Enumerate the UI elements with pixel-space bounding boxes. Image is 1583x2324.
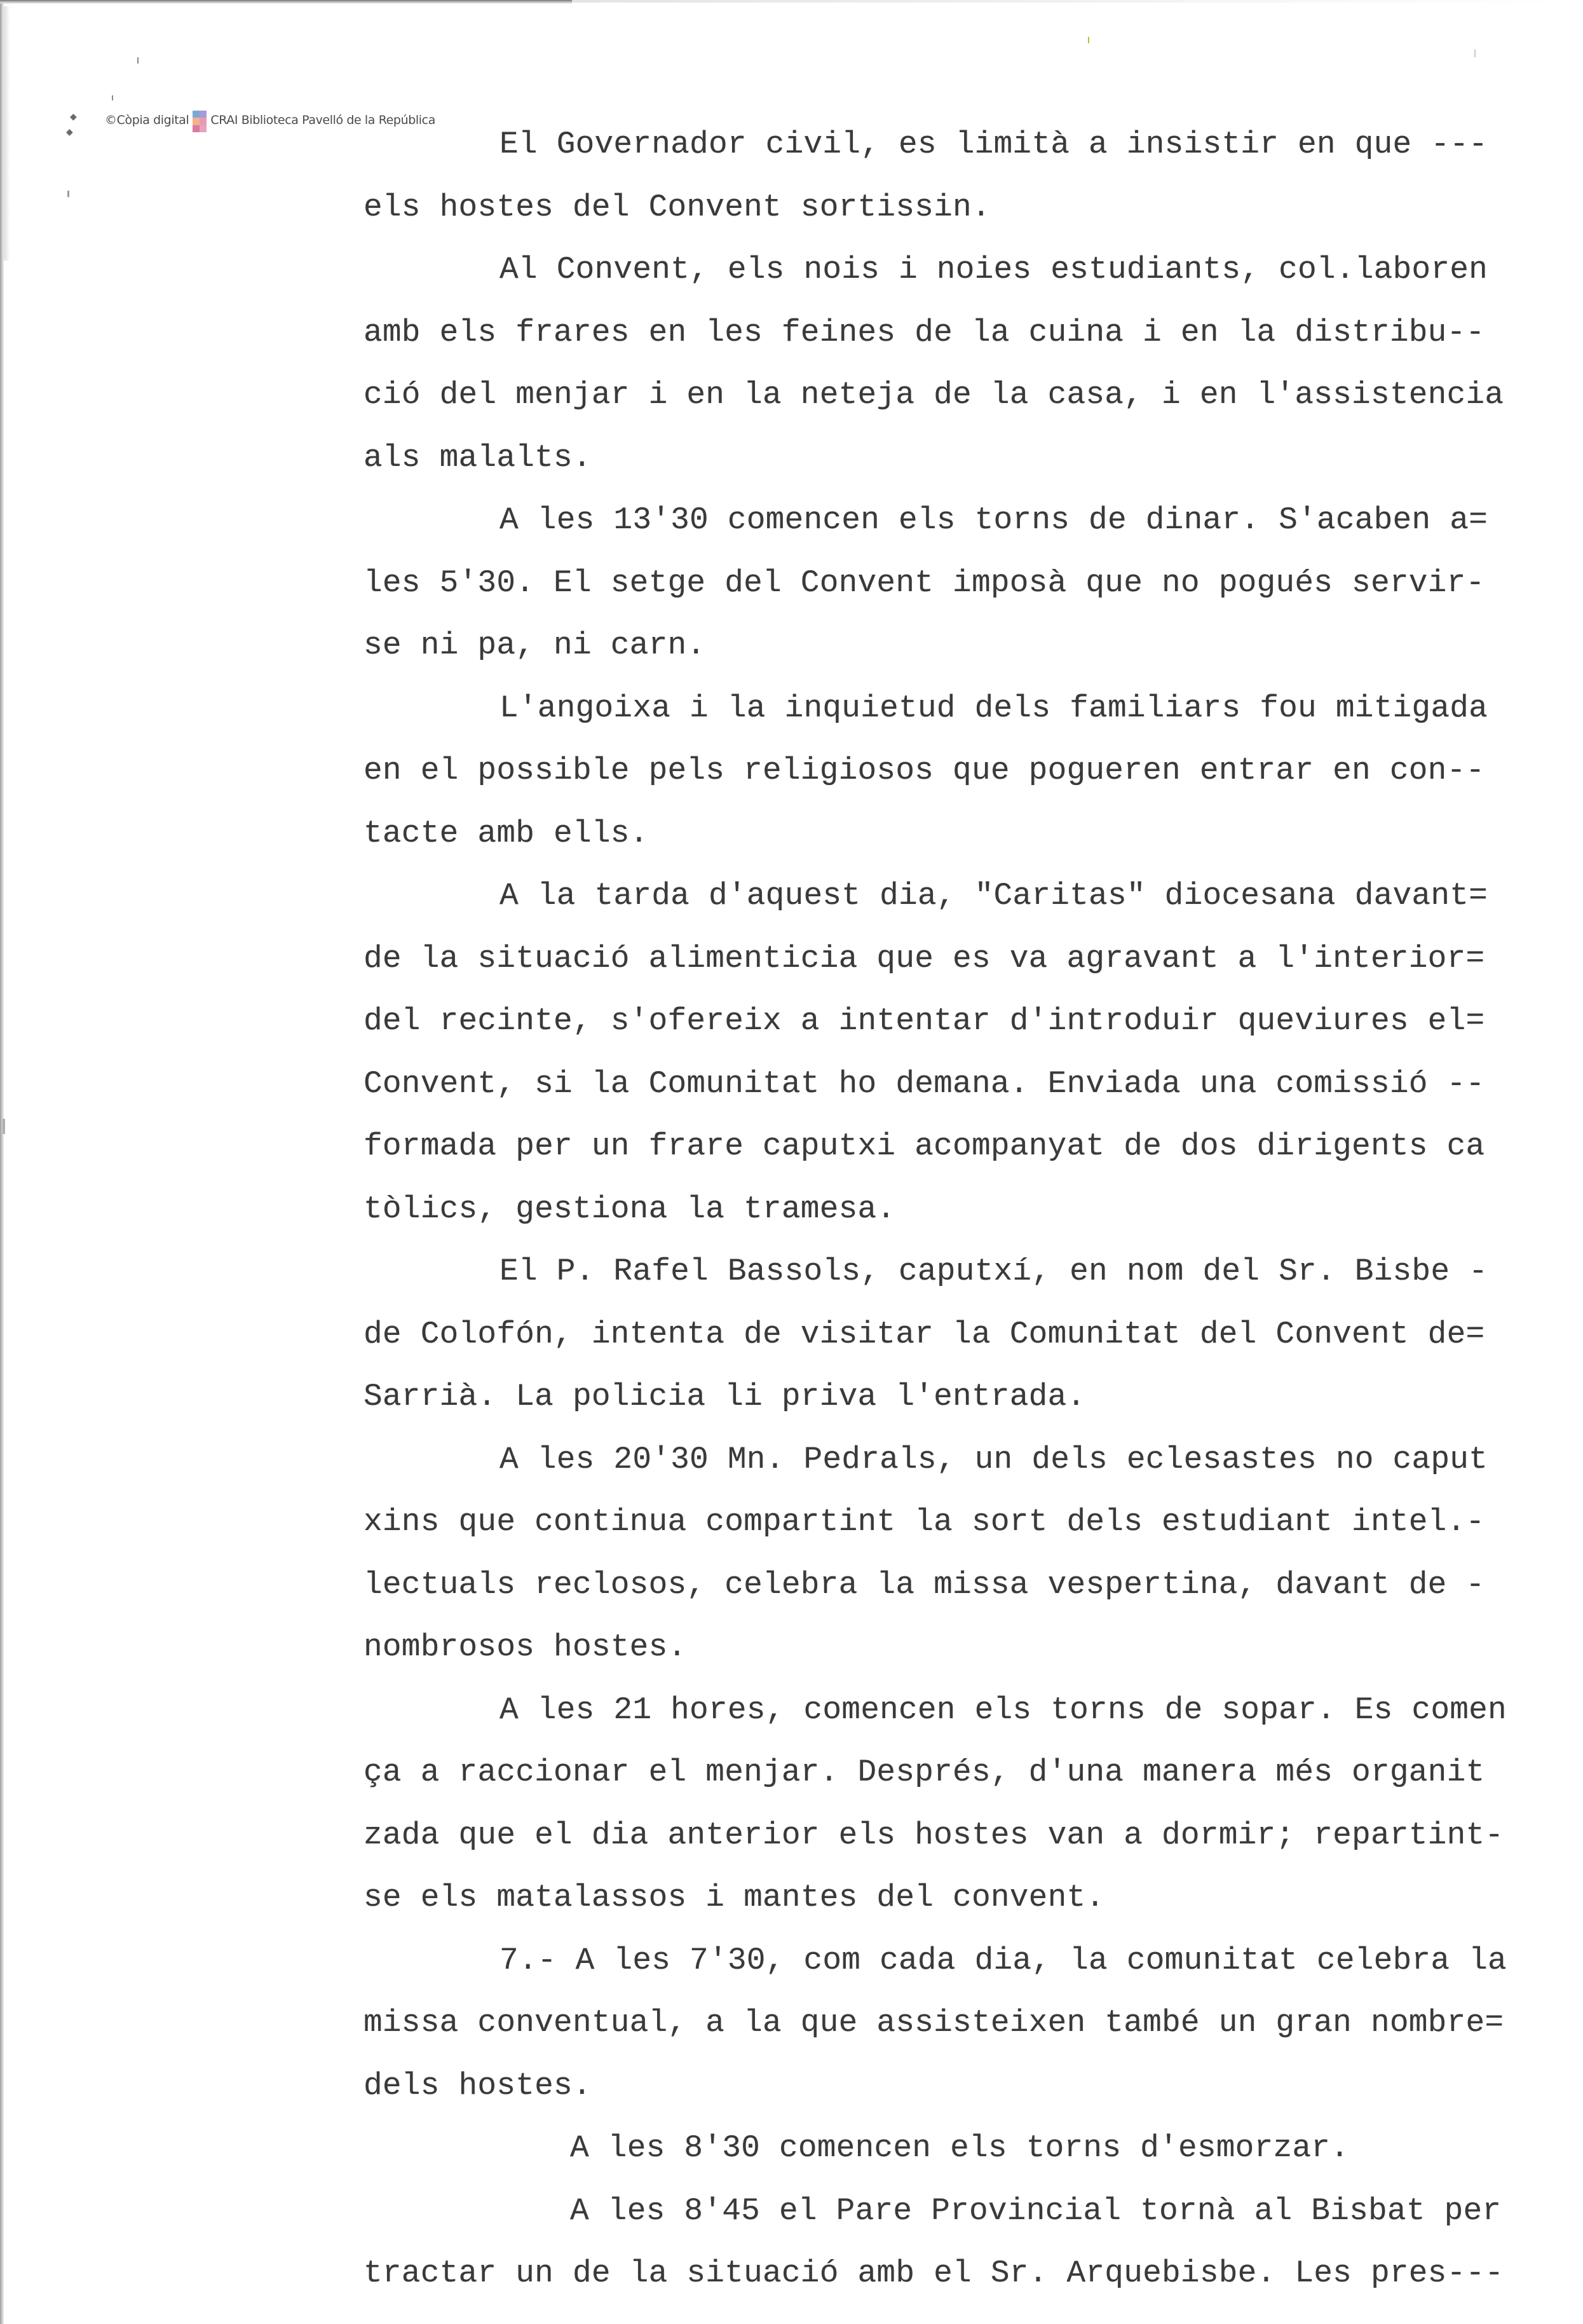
scan-speck [137, 57, 139, 64]
bullet-icon: ◆ [66, 127, 73, 137]
typed-line: El P. Rafel Bassols, caputxí, en nom del Sr. Bisbe - [499, 1254, 1488, 1289]
typed-line: als malalts. [363, 440, 592, 475]
scan-edge-top [0, 0, 572, 4]
typed-line: A les 20'30 Mn. Pedrals, un dels eclesastes no caput [499, 1442, 1488, 1477]
typed-line: les 5'30. El setge del Convent imposà que no pogués servir- [363, 565, 1485, 601]
scan-speck [3, 1119, 5, 1134]
watermark-prefix: ©Còpia digital [105, 113, 189, 127]
typed-line: de la situació alimenticia que es va agravant a l'interior= [363, 941, 1485, 976]
scan-speck [112, 95, 113, 100]
bullet-icon: ◆ [70, 112, 77, 122]
typed-line: lectuals reclosos, celebra la missa vespertina, davant de - [363, 1567, 1485, 1603]
typed-line: xins que continua compartint la sort dels estudiant intel.- [363, 1504, 1485, 1540]
typed-line: tòlics, gestiona la tramesa. [363, 1191, 896, 1227]
scan-speck [1088, 37, 1089, 43]
logo-cell [200, 125, 207, 132]
typed-line: tractar un de la situació amb el Sr. Arquebisbe. Les pres--- [363, 2255, 1504, 2291]
typed-line: El Governador civil, es limità a insistir en que --- [499, 126, 1488, 162]
typed-line: Al Convent, els nois i noies estudiants, col.laboren [499, 252, 1488, 287]
scan-edge-shadow [4, 6, 10, 261]
typed-line: A les 8'45 el Pare Provincial tornà al Bisbat per [570, 2193, 1502, 2229]
logo-cell [200, 111, 207, 118]
typed-line: L'angoixa i la inquietud dels familiars fou mitigada [499, 690, 1488, 726]
logo-cell [193, 111, 200, 118]
typed-line: Sarrià. La policia li priva l'entrada. [363, 1379, 1086, 1414]
logo-cell [193, 118, 200, 125]
typed-line: A la tarda d'aquest dia, "Caritas" diocesana davant= [499, 878, 1488, 913]
typed-line: A les 13'30 comencen els torns de dinar. S'acaben a= [499, 502, 1488, 538]
typed-line: amb els frares en les feines de la cuina i en la distribu-- [363, 315, 1485, 350]
logo-cell [200, 118, 207, 125]
typed-line: missa conventual, a la que assisteixen també un gran nombre= [363, 2005, 1504, 2040]
typed-line: ció del menjar i en la neteja de la casa, i en l'assistencia [363, 377, 1504, 413]
digital-copy-watermark [105, 111, 435, 130]
typed-line: se els matalassos i mantes del convent. [363, 1880, 1105, 1915]
typed-line: 7.- A les 7'30, com cada dia, la comunitat celebra la [499, 1943, 1507, 1978]
typed-line: A les 21 hores, comencen els torns de sopar. Es comen [499, 1692, 1507, 1728]
typed-line: Convent, si la Comunitat ho demana. Enviada una comissió -- [363, 1066, 1485, 1102]
typed-line: dels hostes. [363, 2068, 592, 2103]
crai-logo-icon [193, 111, 207, 132]
typed-line: tacte amb ells. [363, 816, 649, 851]
typed-line: de Colofón, intenta de visitar la Comunitat del Convent de= [363, 1316, 1485, 1352]
scan-edge-left [0, 0, 4, 2324]
typed-line: A les 8'30 comencen els torns d'esmorzar. [570, 2130, 1350, 2166]
typed-line: en el possible pels religiosos que pogueren entrar en con-- [363, 753, 1485, 788]
typed-line: nombrosos hostes. [363, 1629, 687, 1665]
typed-line: ça a raccionar el menjar. Després, d'una manera més organit [363, 1754, 1485, 1790]
typed-line: se ni pa, ni carn. [363, 627, 706, 663]
typed-line: els hostes del Convent sortissin. [363, 189, 991, 225]
watermark-institution: CRAI Biblioteca Pavelló de la República [210, 113, 435, 127]
typed-line: zada que el dia anterior els hostes van a dormir; repartint- [363, 1817, 1504, 1853]
typed-line: del recinte, s'ofereix a intentar d'introduir queviures el= [363, 1003, 1485, 1039]
logo-cell [193, 125, 200, 132]
scan-edge-top-faint [572, 0, 1563, 3]
typed-line: formada per un frare caputxi acompanyat de dos dirigents ca [363, 1128, 1485, 1164]
scan-speck [1474, 50, 1476, 57]
scan-speck [67, 191, 69, 197]
